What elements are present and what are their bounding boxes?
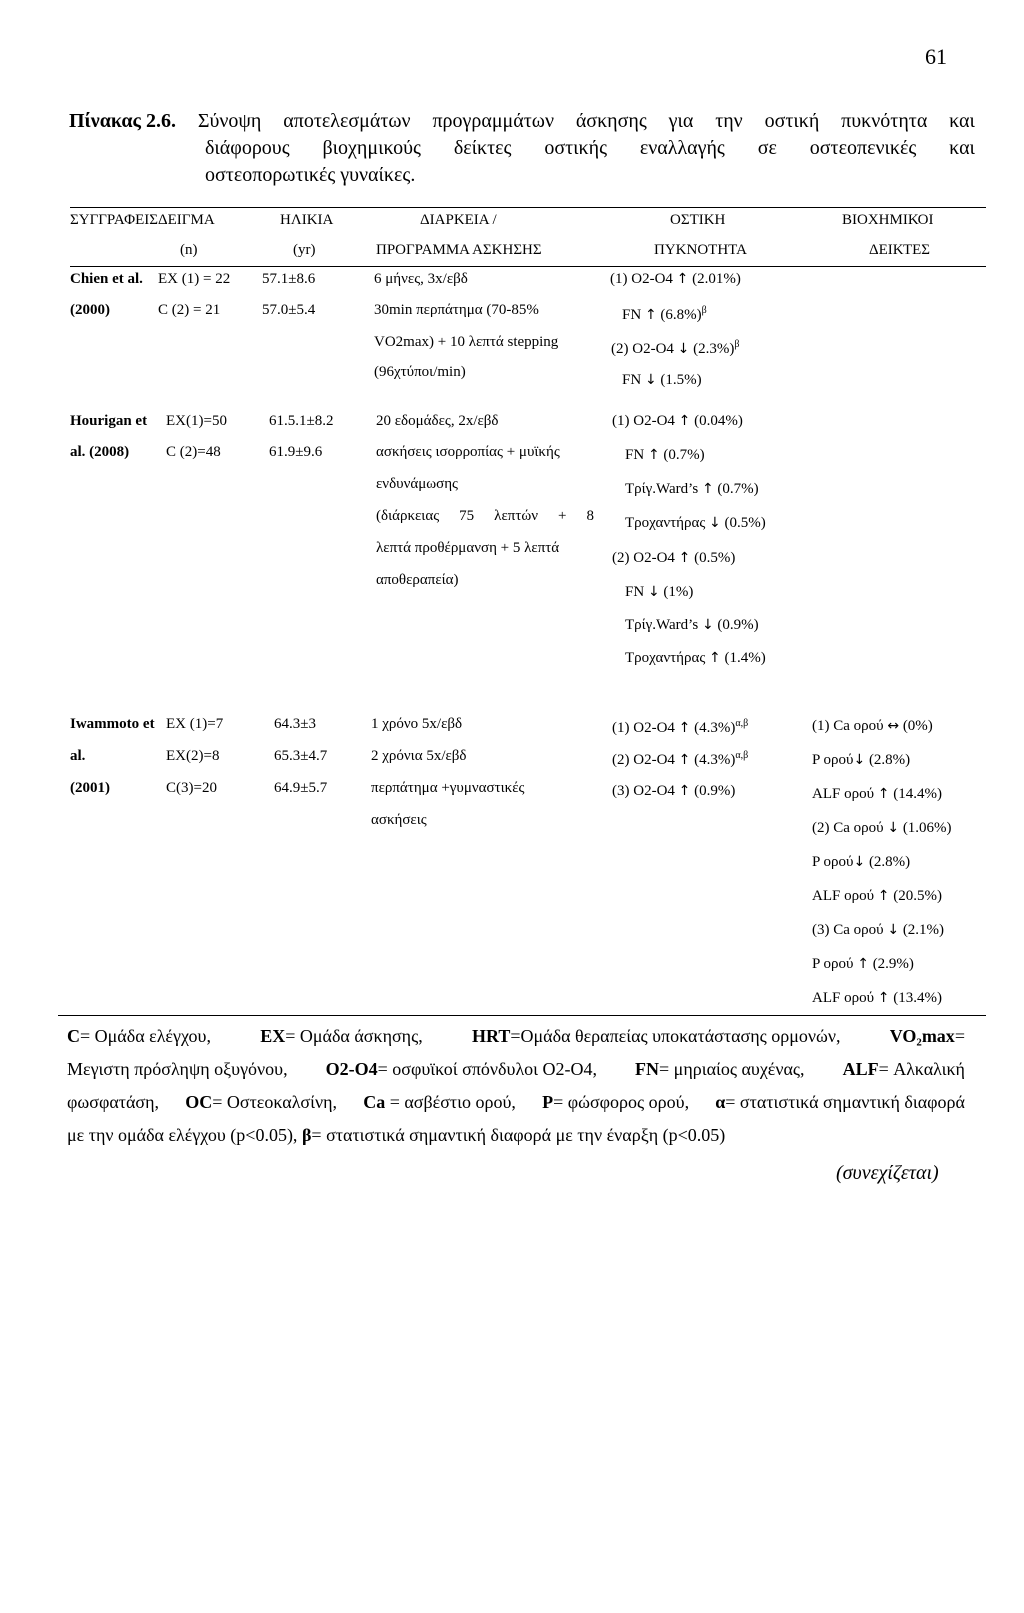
caption-line-1 bbox=[69, 108, 975, 135]
caption-word: οστική bbox=[764, 110, 820, 132]
arrow-down-icon: ↓ bbox=[853, 752, 866, 768]
program-line: 30min περπάτημα (70-85% bbox=[374, 302, 539, 318]
bone-result: (2) O2-O4 ↑ $(4.3\%)^{\alpha,\beta}$ bbox=[612, 750, 749, 768]
bio-result: ALF ορού ↑ (13.4%) bbox=[812, 990, 942, 1006]
caption-word: δείκτες bbox=[453, 137, 512, 159]
age-value: 61.5.1±8.2 bbox=[269, 413, 334, 429]
bone-result: Τροχαντήρας ↓ (0.5%) bbox=[625, 515, 766, 531]
bio-result: ALF ορού ↑ (14.4%) bbox=[812, 786, 942, 802]
bone-result: (1) O2-O4 ↑ (0.04%) bbox=[612, 413, 743, 429]
caption-word: την bbox=[715, 110, 743, 132]
age-value: 61.9±9.6 bbox=[269, 444, 323, 460]
bio-result: (1) Ca ορού ↔ (0%) bbox=[812, 718, 933, 734]
age-value: 57.0±5.4 bbox=[262, 302, 316, 318]
caption-word: οστεοπενικές bbox=[809, 137, 917, 159]
caption-word: για bbox=[668, 110, 694, 132]
arrow-down-icon: ↓ bbox=[887, 820, 900, 836]
arrow-both-icon: ↔ bbox=[887, 718, 900, 734]
caption-word: βιοχημικούς bbox=[322, 137, 421, 159]
program-line: 6 μήνες, 3x/εβδ bbox=[374, 271, 468, 287]
header-program: ΠΡΟΓΡΑΜΜΑ ΑΣΚΗΣΗΣ bbox=[376, 242, 542, 258]
age-value: 64.3±3 bbox=[274, 716, 316, 732]
caption-word: άσκησης bbox=[575, 110, 647, 132]
caption-word: και bbox=[949, 110, 975, 132]
author-name: al. bbox=[70, 748, 86, 764]
arrow-up-icon: ↑ bbox=[678, 752, 691, 768]
caption-line-3: οστεοπορωτικές γυναίκες. bbox=[205, 164, 416, 186]
arrow-up-icon: ↑ bbox=[678, 783, 691, 799]
arrow-down-icon: ↓ bbox=[644, 372, 657, 388]
arrow-up-icon: ↑ bbox=[709, 650, 721, 666]
table-bottom-rule bbox=[58, 1015, 986, 1016]
header-duration: ΔΙΑΡΚΕΙΑ / bbox=[420, 212, 497, 228]
author-year: (2001) bbox=[70, 780, 110, 796]
age-value: 65.3±4.7 bbox=[274, 748, 328, 764]
table-caption bbox=[69, 108, 975, 189]
program-line: περπάτημα +γυμναστικές bbox=[371, 780, 525, 796]
program-line: (διάρκειας 75 λεπτών + 8 bbox=[376, 508, 594, 524]
bone-result: (2) O2-O4 ↑ (0.5%) bbox=[612, 550, 736, 566]
bone-result: Τρίγ.Ward’s ↓ (0.9%) bbox=[625, 617, 759, 633]
arrow-up-icon: ↑ bbox=[678, 413, 691, 429]
notes-line-1: C= Ομάδα ελέγχου, EX= Ομάδα άσκησης, HRT=Ομάδα θεραπείας υποκατάστασης ορμονών, VO₂max= bbox=[67, 1026, 965, 1046]
continued-label: (συνεχίζεται) bbox=[836, 1162, 939, 1184]
program-line: ασκήσεις ισορροπίας + μυϊκής bbox=[376, 444, 560, 460]
caption-word: οστικής bbox=[544, 137, 607, 159]
header-authors: ΣΥΓΓΡΑΦΕΙΣ bbox=[70, 212, 158, 228]
header-bone-density: ΠΥΚΝΟΤΗΤΑ bbox=[654, 242, 747, 258]
program-line: 1 χρόνο 5x/εβδ bbox=[371, 716, 463, 732]
arrow-up-icon: ↑ bbox=[647, 447, 660, 463]
page-number: 61 bbox=[925, 44, 947, 69]
caption-word: και bbox=[949, 137, 975, 159]
arrow-up-icon: ↑ bbox=[676, 271, 689, 287]
arrow-down-icon: ↓ bbox=[677, 341, 690, 357]
arrow-up-icon: ↑ bbox=[877, 990, 890, 1006]
program-line: 2 χρόνια 5x/εβδ bbox=[371, 748, 467, 764]
table-top-rule bbox=[70, 207, 986, 208]
arrow-up-icon: ↑ bbox=[678, 720, 691, 736]
header-bio-markers: ΔΕΙΚΤΕΣ bbox=[869, 242, 931, 258]
caption-word: εναλλαγής bbox=[639, 137, 725, 159]
caption-word: διάφορους bbox=[205, 137, 290, 159]
arrow-down-icon: ↓ bbox=[887, 922, 900, 938]
header-bottom-rule bbox=[70, 266, 986, 267]
author-year: al. (2008) bbox=[70, 444, 130, 460]
sample-value: C (2) = 21 bbox=[158, 302, 221, 318]
header-bio: ΒΙΟΧΗΜΙΚΟΙ bbox=[842, 212, 934, 228]
sample-value: EX(2)=8 bbox=[166, 748, 220, 764]
header-sample: ΔΕΙΓΜΑ bbox=[158, 212, 215, 228]
program-line: VO2max) + 10 λεπτά stepping bbox=[374, 334, 559, 350]
arrow-up-icon: ↑ bbox=[857, 956, 869, 972]
sample-value: C(3)=20 bbox=[166, 780, 217, 796]
bone-result: FN ↓ (1.5%) bbox=[622, 372, 702, 388]
caption-word: προγραμμάτων bbox=[432, 110, 554, 132]
arrow-up-icon: ↑ bbox=[877, 888, 890, 904]
caption-word: αποτελεσμάτων bbox=[283, 110, 411, 132]
author-name: Hourigan et bbox=[70, 413, 148, 429]
author-name: Chien et al. bbox=[70, 271, 143, 287]
arrow-down-icon: ↓ bbox=[647, 584, 660, 600]
arrow-up-icon: ↑ bbox=[678, 550, 691, 566]
program-line: ασκήσεις bbox=[371, 812, 427, 828]
header-sample-unit: (n) bbox=[180, 242, 198, 258]
author-year: (2000) bbox=[70, 302, 110, 318]
bio-result: ALF ορού ↑ (20.5%) bbox=[812, 888, 942, 904]
caption-line-2 bbox=[205, 135, 975, 162]
arrow-down-icon: ↓ bbox=[701, 617, 714, 633]
bone-result: (2) O2-O4 ↓ $(2.3\%)^\beta$ bbox=[611, 339, 740, 357]
sample-value: EX (1) = 22 bbox=[158, 271, 231, 287]
caption-word: σε bbox=[757, 137, 777, 159]
bone-result: Τροχαντήρας ↑ (1.4%) bbox=[625, 650, 766, 666]
notes-line-2: Μεγιστη πρόσληψη οξυγόνου, O2-O4= οσφυϊκοί σπόνδυλοι O2-O4, FN= μηριαίος αυχένας, ALF= Αλκαλική bbox=[67, 1059, 965, 1079]
arrow-down-icon: ↓ bbox=[853, 854, 866, 870]
author-name: Iwammoto et bbox=[70, 716, 155, 732]
notes-line-4: με την ομάδα ελέγχου (p<0.05), β= στατιστικά σημαντική διαφορά με την έναρξη (p<0.05) bbox=[67, 1125, 726, 1145]
caption-word: πυκνότητα bbox=[841, 110, 928, 132]
header-age-unit: (yr) bbox=[293, 242, 316, 258]
caption-word: Σύνοψη bbox=[197, 110, 262, 132]
sample-value: EX (1)=7 bbox=[166, 716, 224, 732]
program-line: λεπτά προθέρμανση + 5 λεπτά bbox=[376, 540, 560, 556]
bone-result: FN ↑ $(6.8\%)^\beta$ bbox=[622, 305, 707, 323]
bone-result: (3) O2-O4 ↑ (0.9%) bbox=[612, 783, 736, 799]
arrow-up-icon: ↑ bbox=[701, 481, 714, 497]
sample-value: C (2)=48 bbox=[166, 444, 221, 460]
arrow-down-icon: ↓ bbox=[709, 515, 721, 531]
program-line: (96χτύποι/min) bbox=[374, 364, 466, 380]
bone-result: (1) O2-O4 ↑ (2.01%) bbox=[610, 271, 741, 287]
bio-result: (3) Ca ορού ↓ (2.1%) bbox=[812, 922, 945, 938]
notes-line-3: φωσφατάση, OC= Οστεοκαλσίνη, Ca = ασβέστιο ορού, P= φώσφορος ορού, α= στατιστικά σημαντική διαφορά bbox=[67, 1092, 965, 1112]
age-value: 57.1±8.6 bbox=[262, 271, 316, 287]
caption-label: Πίνακας 2.6. bbox=[69, 110, 176, 132]
bio-result: P ορού↓ (2.8%) bbox=[812, 854, 911, 870]
header-bone: ΟΣΤΙΚΗ bbox=[670, 212, 726, 228]
bone-result: FN ↑ (0.7%) bbox=[625, 447, 705, 463]
bio-result: P ορού ↑ (2.9%) bbox=[812, 956, 914, 972]
sample-value: EX(1)=50 bbox=[166, 413, 227, 429]
program-line: ενδυνάμωσης bbox=[376, 476, 459, 492]
bone-result: (1) O2-O4 ↑ $(4.3\%)^{\alpha,\beta}$ bbox=[612, 718, 749, 736]
bone-result: Τρίγ.Ward’s ↑ (0.7%) bbox=[625, 481, 759, 497]
bio-result: (2) Ca ορού ↓ (1.06%) bbox=[812, 820, 952, 836]
program-line: αποθεραπεία) bbox=[376, 572, 459, 588]
arrow-up-icon: ↑ bbox=[644, 307, 657, 323]
bone-result: FN ↓ (1%) bbox=[625, 584, 694, 600]
table-notes bbox=[67, 1020, 965, 1152]
program-line: 20 εδομάδες, 2x/εβδ bbox=[376, 413, 499, 429]
bio-result: P ορού↓ (2.8%) bbox=[812, 752, 911, 768]
arrow-up-icon: ↑ bbox=[877, 786, 890, 802]
age-value: 64.9±5.7 bbox=[274, 780, 328, 796]
header-age: ΗΛΙΚΙΑ bbox=[280, 212, 334, 228]
